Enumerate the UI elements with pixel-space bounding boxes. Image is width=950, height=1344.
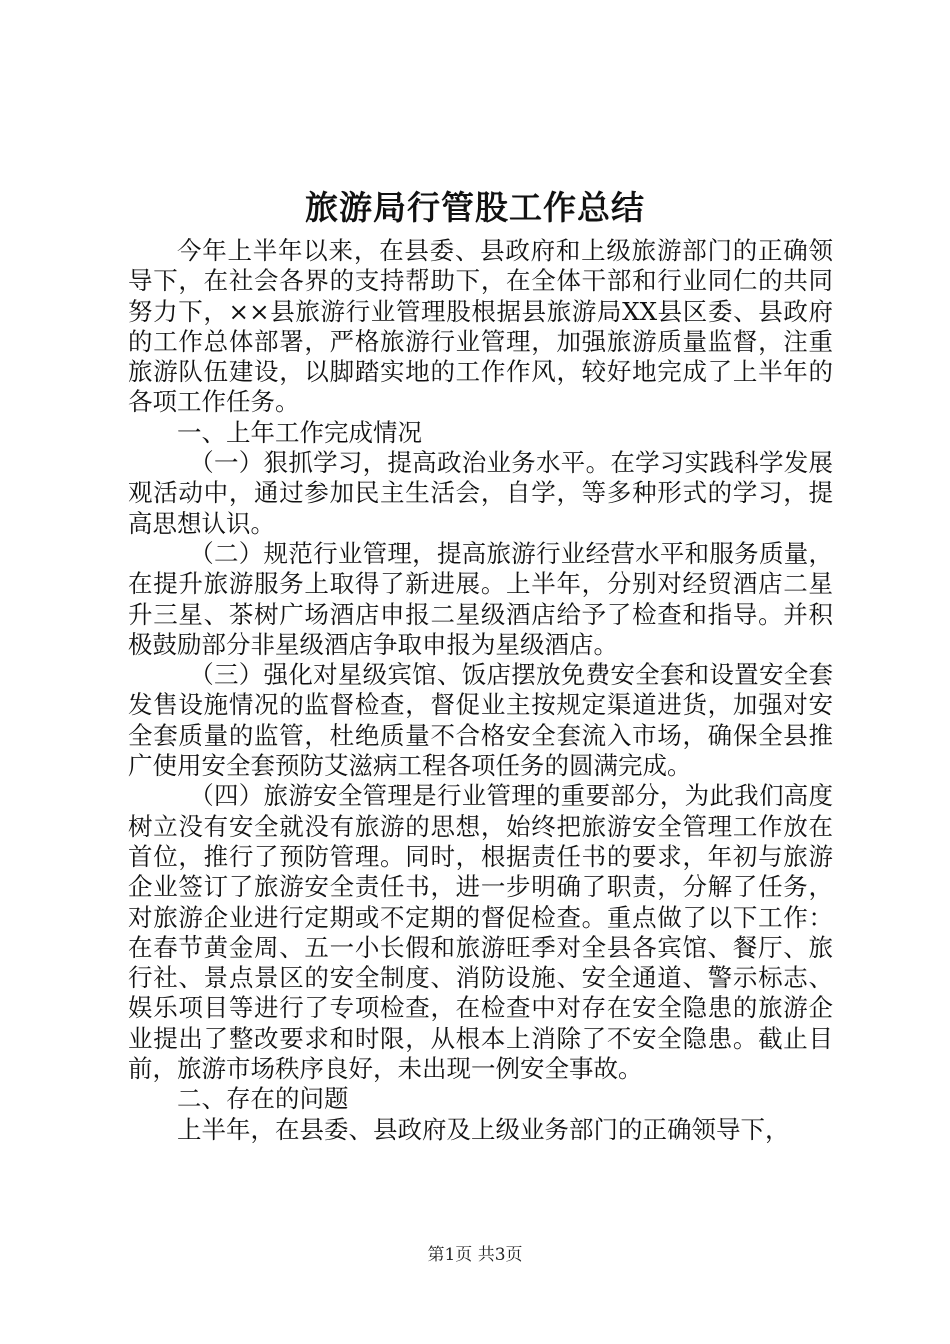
item-paragraph-4: （四）旅游安全管理是行业管理的重要部分，为此我们高度树立没有安全就没有旅游的思想，始终把旅游安全管理工作放在首位，推行了预防管理。同时，根据责任书的要求，年初与旅游企业签订了旅游安全责任书，进一步明确了职责，分解了任务，对旅游企业进行定期或不定期的督促检查。重点做了以下工作：在春节黄金周、五一小长假和旅游旺季对全县各宾馆、餐厅、旅行社、景点景区的安全制度、消防设施、安全通道、警示标志、娱乐项目等进行了专项检查，在检查中对存在安全隐患的旅游企业提出了整改要求和时限，从根本上消除了不安全隐患。截止目前，旅游市场秩序良好，未出现一例安全事故。 — [128, 781, 833, 1084]
section-heading-1: 一、上年工作完成情况 — [177, 417, 422, 447]
page-number-footer: 第1页 共3页 — [427, 1245, 523, 1265]
item-paragraph-3: （三）强化对星级宾馆、饭店摆放免费安全套和设置安全套发售设施情况的监督检查，督促业主按规定渠道进货，加强对安全套质量的监管，杜绝质量不合格安全套流入市场，确保全县推广使用安全套预防艾滋病工程各项任务的圆满完成。 — [128, 660, 833, 781]
document-title: 旅游局行管股工作总结 — [305, 188, 645, 227]
item-paragraph-2: （二）规范行业管理，提高旅游行业经营水平和服务质量，在提升旅游服务上取得了新进展。上半年，分别对经贸酒店二星升三星、茶树广场酒店申报二星级酒店给予了检查和指导。并积极鼓励部分非星级酒店争取申报为星级酒店。 — [128, 538, 833, 659]
document-body — [128, 236, 833, 1145]
section-heading-2: 二、存在的问题 — [177, 1084, 349, 1114]
problems-paragraph: 上半年，在县委、县政府及上级业务部门的正确领导下， — [177, 1114, 790, 1144]
intro-paragraph: 今年上半年以来，在县委、县政府和上级旅游部门的正确领导下，在社会各界的支持帮助下，在全体干部和行业同仁的共同努力下，××县旅游行业管理股根据县旅游局XX县区委、县政府的工作总体部署，严格旅游行业管理，加强旅游质量监督，注重旅游队伍建设，以脚踏实地的工作作风，较好地完成了上半年的各项工作任务。 — [128, 236, 833, 417]
item-paragraph-1: （一）狠抓学习，提高政治业务水平。在学习实践科学发展观活动中，通过参加民主生活会，自学，等多种形式的学习，提高思想认识。 — [128, 448, 833, 538]
